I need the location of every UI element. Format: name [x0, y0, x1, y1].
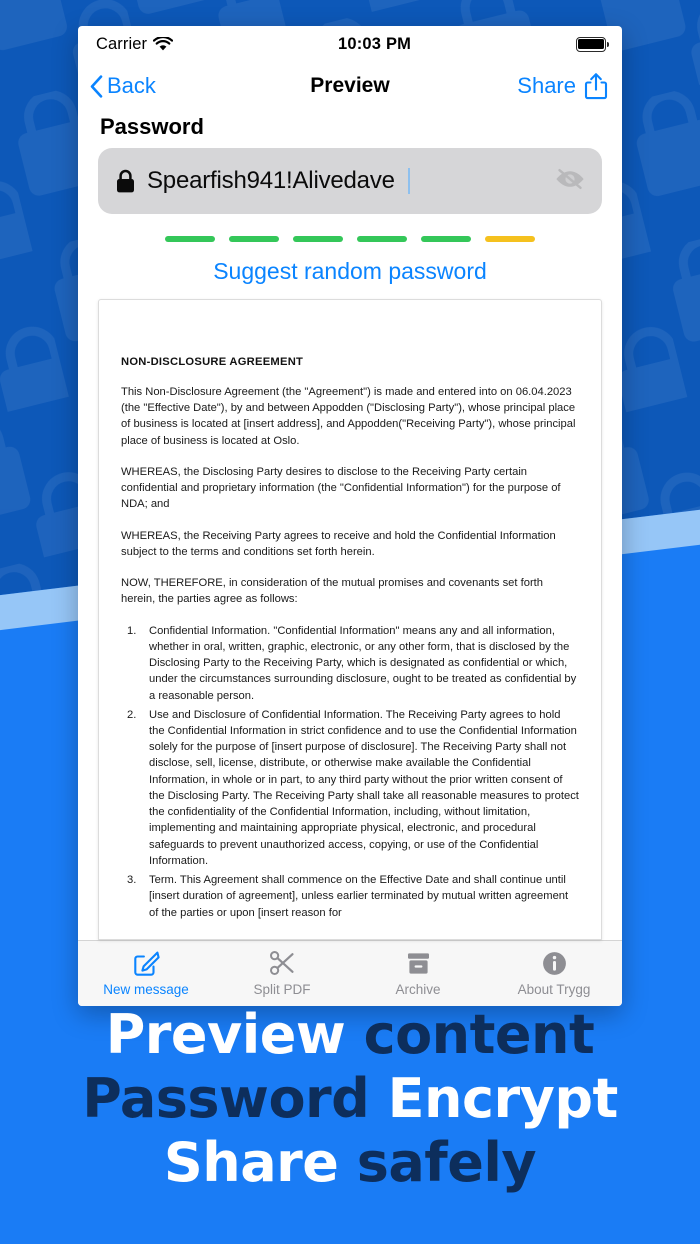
strength-segment [165, 236, 215, 242]
marketing-word: Password [82, 1067, 370, 1130]
marketing-word: content [363, 1003, 595, 1066]
tab-new-message[interactable] [78, 950, 214, 997]
share-button[interactable] [517, 72, 608, 100]
marketing-word: Encrypt [387, 1067, 618, 1130]
document-paragraph: WHEREAS, the Receiving Party agrees to receive and hold the Confidential Information subject to the terms and conditions set forth herein. [121, 529, 556, 558]
share-button-label: Share [517, 73, 576, 98]
document-paragraph: This Non-Disclosure Agreement (the "Agreement") is made and entered into on 06.04.2023 (the "Effective Date"), by and between Appodden ("Disclosing Party"), whose principal place of business is located at [insert address], and Appodden("Receiving Party"), whose principal place of business is located at Oslo. [121, 386, 576, 447]
navigation-bar [78, 62, 622, 110]
tab-bar [78, 940, 622, 1006]
chevron-left-icon [90, 75, 103, 98]
marketing-line-1 [0, 1003, 700, 1066]
status-bar-left [96, 35, 173, 54]
document-paragraph: NOW, THEREFORE, in consideration of the mutual promises and covenants set forth herein, the parties agree as follows: [121, 577, 543, 606]
strength-segment [357, 236, 407, 242]
document-paragraph: WHEREAS, the Disclosing Party desires to disclose to the Receiving Party certain confidential and proprietary information (the "Confidential Information") for the purpose of NDA; and [121, 465, 561, 511]
marketing-word: safely [356, 1131, 537, 1194]
tab-label: New message [103, 982, 189, 997]
document-clause-list [121, 623, 579, 921]
lock-icon [116, 169, 135, 194]
marketing-line-2 [0, 1067, 700, 1130]
tab-label: Split PDF [253, 982, 311, 997]
status-bar-right [576, 37, 606, 52]
strength-segment [293, 236, 343, 242]
marketing-line-3 [0, 1131, 700, 1194]
tab-label: About Trygg [517, 982, 591, 997]
marketing-copy [0, 1003, 700, 1200]
marketing-word: Preview [105, 1003, 346, 1066]
strength-segment [421, 236, 471, 242]
page-title: Preview [310, 74, 390, 97]
eye-off-icon [554, 168, 586, 190]
tab-split-pdf[interactable] [214, 950, 350, 997]
document-heading: NON-DISCLOSURE AGREEMENT [121, 356, 304, 368]
password-input[interactable] [98, 148, 602, 214]
password-value: Spearfish941!Alivedave [147, 167, 395, 194]
tab-label: Archive [395, 982, 441, 997]
suggest-random-password-link[interactable]: Suggest random password [213, 258, 487, 284]
carrier-label: Carrier [96, 34, 148, 53]
document-clause: Confidential Information. "Confidential Information" means any and all information, whether in oral, written, graphic, electronic, or any other form, that is disclosed by the Disclosing Party to the Receiving Party, which is designated as confidential or which, under the circumstances surrounding disclosure, ought to be treated as confidential by a reasonable person. [149, 624, 577, 702]
back-button-label: Back [107, 73, 156, 98]
scissors-icon [269, 950, 296, 977]
document-clause: Use and Disclosure of Confidential Information. The Receiving Party agrees to hold the Confidential Information in strict confidence and to use the Confidential Information solely for the purpose of [insert purpose of disclosure]. The Receiving Party shall not disclose, sell, license, distribute, or otherwise make available the Confidential Information, in whole or in part, to any third party without the prior written consent of the Disclosing Party. The Receiving Party shall take all reasonable measures to protect the confidentiality of the Confidential Information, including, without limitation, implementing and maintaining appropriate physical, electronic, and procedural safeguards to prevent unauthorized access, copying, or use of the Confidential Information. [149, 708, 579, 867]
password-field-wrapper [78, 148, 622, 214]
strength-segment [229, 236, 279, 242]
text-cursor [408, 168, 410, 194]
marketing-word: Share [163, 1131, 339, 1194]
strength-segment [485, 236, 535, 242]
archive-box-icon [405, 950, 432, 977]
share-icon [584, 72, 608, 100]
back-button[interactable] [90, 73, 156, 99]
info-circle-icon [541, 950, 568, 977]
password-section-heading: Password [100, 114, 204, 139]
wifi-icon [153, 37, 173, 52]
password-strength-meter [78, 236, 622, 242]
document-page [99, 300, 601, 921]
phone-screenshot-frame [78, 26, 622, 1006]
toggle-password-visibility-button[interactable] [554, 168, 586, 195]
document-preview-card[interactable] [98, 299, 602, 940]
compose-icon [133, 950, 160, 977]
battery-icon [576, 37, 606, 52]
tab-archive[interactable] [350, 950, 486, 997]
tab-about-trygg[interactable] [486, 950, 622, 997]
status-bar [78, 26, 622, 62]
document-clause: Term. This Agreement shall commence on the Effective Date and shall continue until [insert duration of agreement], unless earlier terminated by mutual written agreement of the parties or upon [insert reason for [149, 874, 569, 919]
status-bar-time: 10:03 PM [337, 34, 412, 53]
